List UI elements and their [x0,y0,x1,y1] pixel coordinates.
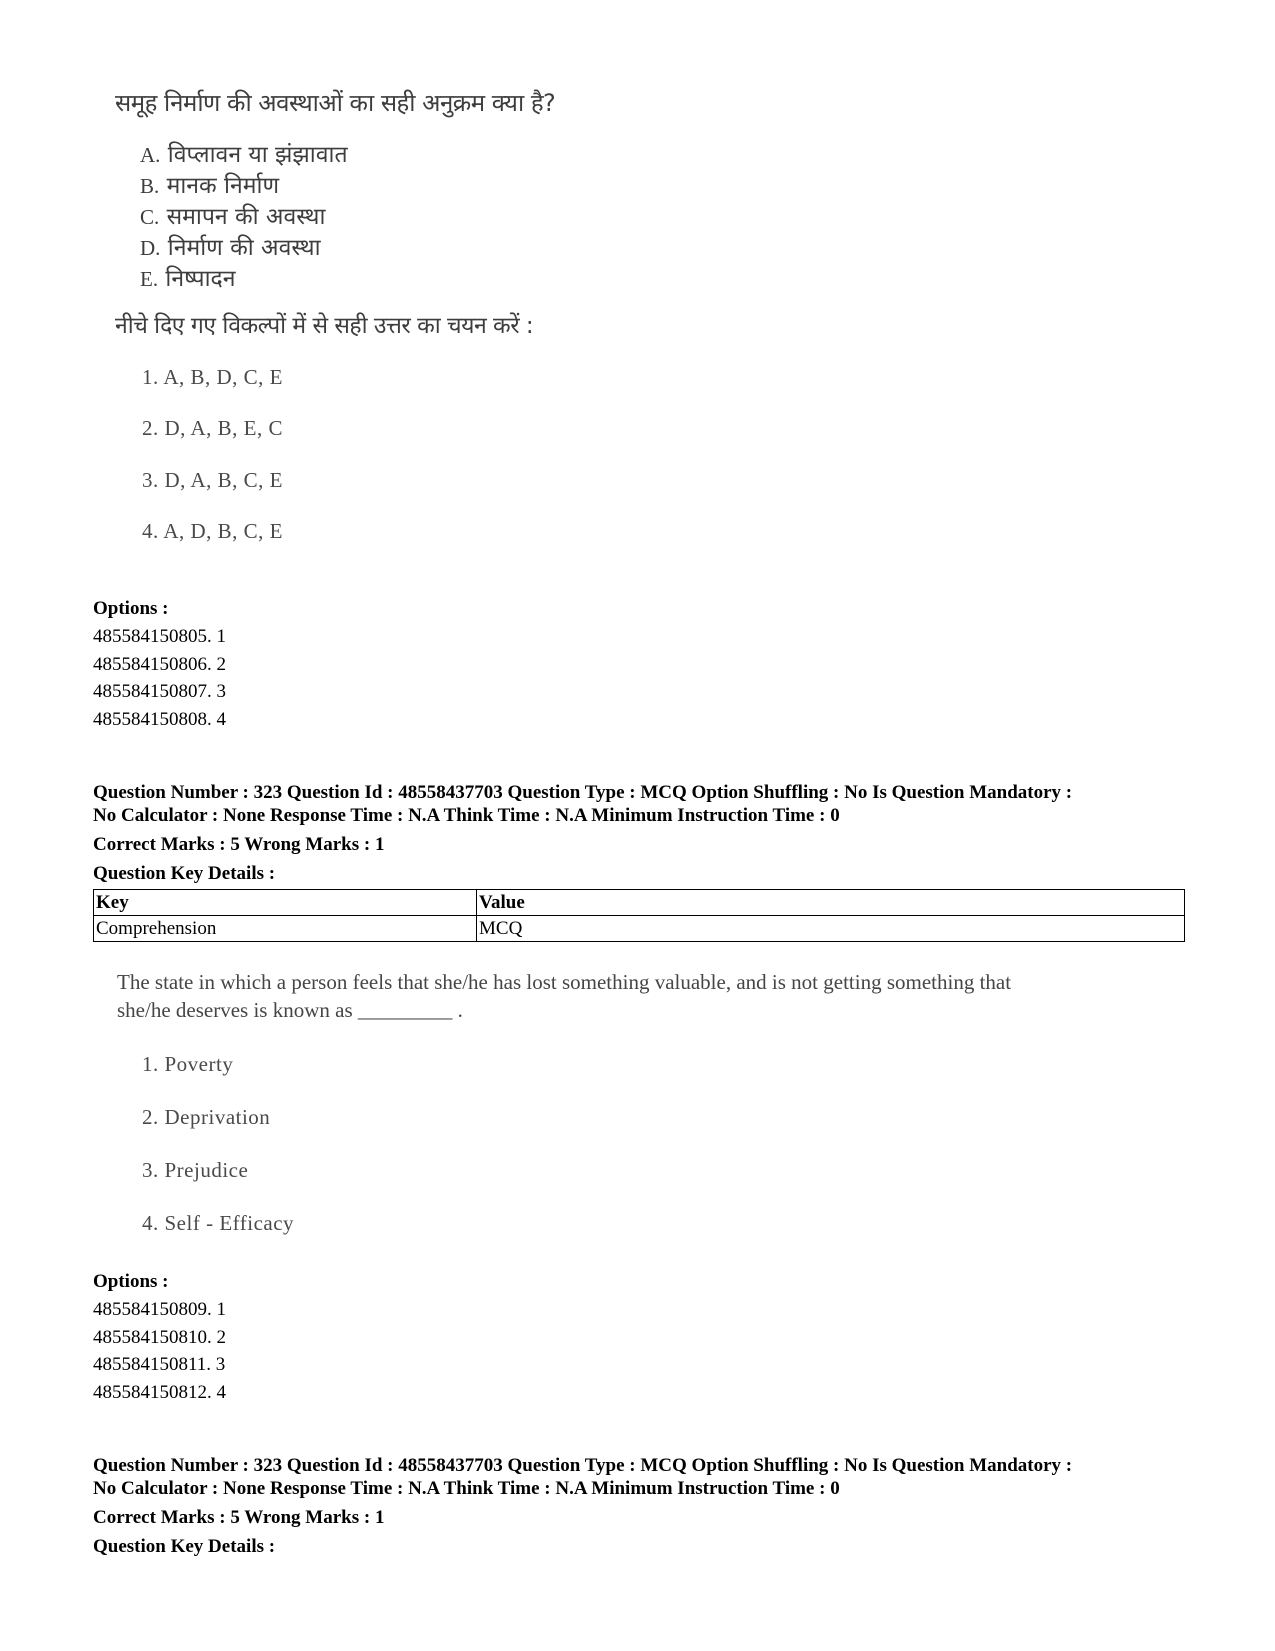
option-item: 485584150805. 1 [93,626,226,647]
option-item: 485584150809. 1 [93,1299,226,1320]
choice-item: 1. A, B, D, C, E [142,365,284,389]
question-key-table [93,889,1185,942]
statement-list [140,140,348,295]
instruction-text: नीचे दिए गए विकल्पों में से सही उत्तर का चयन करें : [115,313,534,339]
table-cell: MCQ [477,916,1185,942]
option-item: 485584150810. 2 [93,1326,226,1348]
table-row [94,916,1185,942]
option-item: 485584150811. 3 [93,1354,226,1375]
choice-item: 3. D, A, B, C, E [142,468,284,492]
statement-item: A. विप्लावन या झंझावात [140,142,348,168]
choice-item: 1. Poverty [142,1052,234,1076]
table-header-value: Value [477,890,1185,916]
statement-item: C. समापन की अवस्था [140,204,326,230]
choice-item: 4. Self - Efficacy [142,1211,295,1235]
choice-item: 3. Prejudice [142,1158,249,1182]
question-image-hindi [105,80,625,570]
choice-item: 2. D, A, B, E, C [142,416,284,440]
choice-item: 4. A, D, B, C, E [142,519,284,543]
options-label: Options : [93,598,169,619]
statement-item: B. मानक निर्माण [140,173,280,199]
statement-item: D. निर्माण की अवस्था [140,235,321,261]
option-item: 485584150806. 2 [93,653,226,675]
question-header-line2: No Calculator : None Response Time : N.A Think Time : N.A Minimum Instruction Time : 0 [93,1478,840,1499]
option-item: 485584150812. 4 [93,1381,226,1403]
question-key-details-label: Question Key Details : [93,1536,276,1557]
option-item: 485584150808. 4 [93,708,226,730]
table-header-row [94,890,1185,916]
marks-line: Correct Marks : 5 Wrong Marks : 1 [93,1507,385,1528]
table-header-key: Key [94,890,477,916]
options-label: Options : [93,1271,169,1292]
choice-item: 2. Deprivation [142,1105,271,1129]
table-cell: Comprehension [94,916,477,942]
statement-item: E. निष्पादन [140,266,236,292]
question-header-line1: Question Number : 323 Question Id : 48558437703 Question Type : MCQ Option Shuffling : No Is Question Mandatory : [93,782,1073,803]
question-header-line1: Question Number : 323 Question Id : 48558437703 Question Type : MCQ Option Shuffling : No Is Question Mandatory : [93,1455,1073,1476]
options-list [93,623,226,733]
option-item: 485584150807. 3 [93,681,226,702]
question-text: समूह निर्माण की अवस्थाओं का सही अनुक्रम क्या है? [115,89,556,117]
question-text: The state in which a person feels that she/he has lost something valuable, and is not getting something that she/he deserves is known as _________ . [117,970,1012,1022]
marks-line: Correct Marks : 5 Wrong Marks : 1 [93,834,385,855]
options-list [93,1296,226,1406]
question-image-english [105,960,1125,1250]
question-header-line2: No Calculator : None Response Time : N.A Think Time : N.A Minimum Instruction Time : 0 [93,805,840,826]
question-key-details-label: Question Key Details : [93,863,276,884]
